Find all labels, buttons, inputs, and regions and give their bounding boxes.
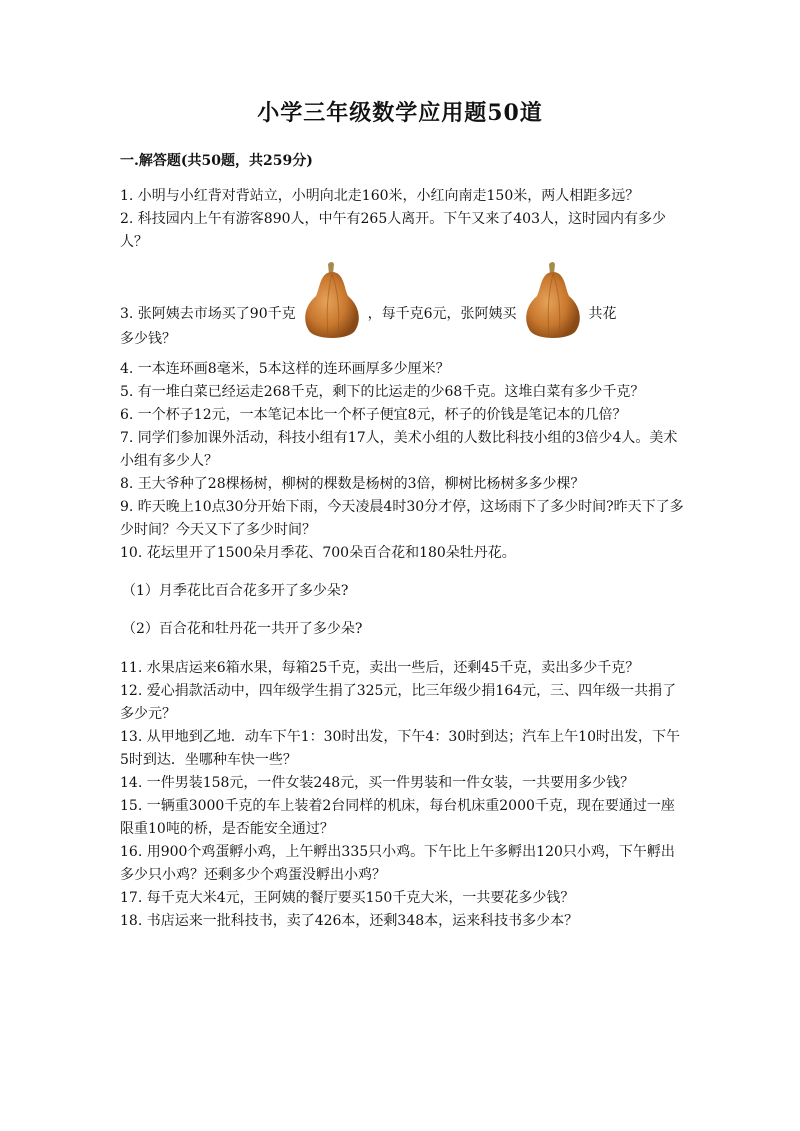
question-3 [120, 254, 685, 347]
question-10-sub-2: （2）百合花和牡丹花一共开了多少朵? [122, 621, 363, 637]
section-heading: 一.解答题(共50题，共259分) [120, 153, 313, 169]
question-13: 13. 从甲地到乙地．动车下午1：30时出发，下午4：30时到达；汽车上午10时出发，下午5时到达．坐哪种车快一些？ [120, 729, 680, 768]
page-title: 小学三年级数学应用题50道 [257, 100, 543, 126]
question-7: 7. 同学们参加课外活动，科技小组有17人，美术小组的人数比科技小组的3倍少4人。美术小组有多少人？ [120, 430, 678, 469]
question-4: 4. 一本连环画8毫米，5本这样的连环画厚多少厘米？ [120, 361, 450, 377]
question-10-sub-1: （1）月季花比百合花多开了多少朵? [122, 583, 349, 599]
question-8: 8. 王大爷种了28棵杨树，柳树的棵数是杨树的3倍，柳树比杨树多多少棵？ [120, 476, 585, 492]
question-17: 17. 每千克大米4元，王阿姨的餐厅要买150千克大米，一共要花多少钱？ [120, 890, 575, 906]
question-18: 18. 书店运来一批科技书，卖了426本，还剩348本，运来科技书多少本？ [120, 913, 579, 929]
question-list [120, 185, 685, 933]
question-11: 11. 水果店运来6箱水果，每箱25千克，卖出一些后，还剩45千克，卖出多少千克？ [120, 660, 640, 676]
question-15: 15. 一辆重3000千克的车上装着2台同样的机床，每台机床重2000千克，现在要通过一座限重10吨的桥，是否能安全通过？ [120, 798, 675, 837]
question-9: 9. 昨天晚上10点30分开始下雨，今天凌晨4时30分才停，这场雨下了多少时间?昨天下了多少时间？今天又下了多少时间？ [120, 499, 684, 538]
pumpkin-icon [298, 260, 366, 338]
question-5: 5. 有一堆白菜已经运走268千克，剩下的比运走的少68千克。这堆白菜有多少千克？ [120, 384, 645, 400]
question-3-part-a: 3. 张阿姨去市场买了90千克 [120, 306, 296, 322]
question-10: 10. 花坛里开了1500朵月季花、700朵百合花和180朵牡丹花。 [120, 545, 516, 561]
question-12: 12. 爱心捐款活动中，四年级学生捐了325元，比三年级少捐164元，三、四年级一共捐了多少元？ [120, 683, 677, 722]
question-3-part-c: 共花 [588, 306, 617, 322]
question-3-part-b: ，每千克6元，张阿姨买 [367, 306, 517, 322]
question-2: 2. 科技园内上午有游客890人，中午有265人离开。下午又来了403人，这时园内有多少人？ [120, 211, 666, 250]
pumpkin-icon [519, 260, 587, 338]
question-16: 16. 用900个鸡蛋孵小鸡，上午孵出335只小鸡。下午比上午多孵出120只小鸡，下午孵出多少只小鸡？还剩多少个鸡蛋没孵出小鸡？ [120, 844, 675, 883]
question-14: 14. 一件男装158元，一件女装248元，买一件男装和一件女装，一共要用多少钱？ [120, 775, 635, 791]
question-3-part-d: 多少钱？ [120, 331, 176, 347]
question-6: 6. 一个杯子12元，一本笔记本比一个杯子便宜8元，杯子的价钱是笔记本的几倍？ [120, 407, 627, 423]
question-1: 1. 小明与小红背对背站立，小明向北走160米，小红向南走150米，两人相距多远？ [120, 188, 640, 204]
